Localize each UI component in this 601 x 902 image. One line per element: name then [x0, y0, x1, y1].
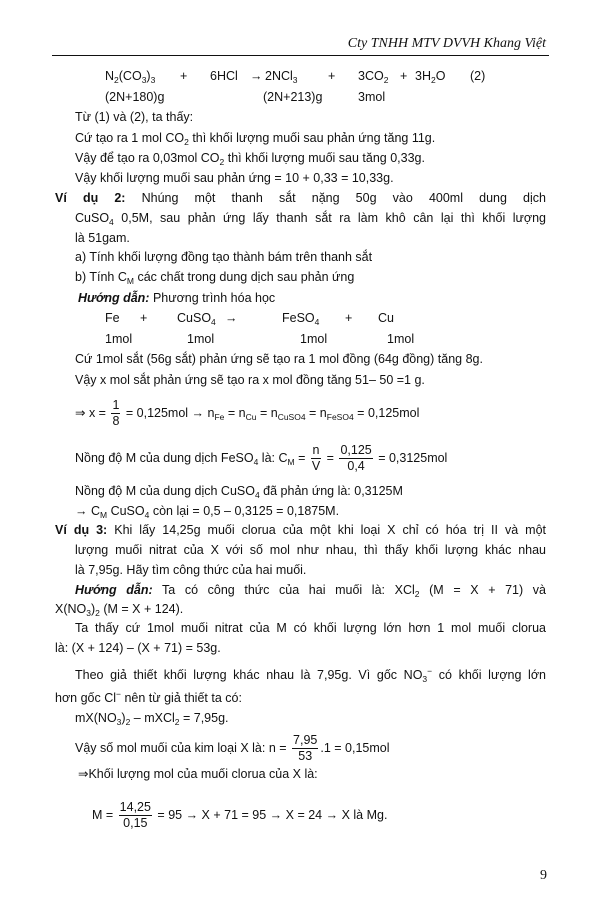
text-run: CuSO: [177, 311, 212, 325]
subscript: M: [100, 510, 108, 520]
equation-term: [210, 67, 238, 85]
text-run: Cu: [378, 311, 394, 325]
subscript: 2: [95, 608, 100, 618]
text-run: (2N+213)g: [263, 90, 323, 104]
text-run: (M = X + 71) và: [419, 583, 546, 597]
text-run: = 0,3125mol: [374, 450, 448, 465]
subscript: 4: [314, 317, 320, 327]
equation-term: [105, 309, 120, 327]
subscript: 4: [109, 217, 114, 227]
text-run: =: [323, 450, 338, 465]
text-run: (M = X + 124).: [99, 602, 184, 616]
text-run: X(NO: [55, 602, 87, 616]
equation-term: [187, 330, 214, 348]
text-line: [75, 398, 420, 428]
subscript: 2: [414, 589, 420, 599]
equation-term: [300, 330, 327, 348]
text-line: [75, 619, 546, 637]
equation-term: [387, 330, 414, 348]
text-run: = n: [305, 405, 327, 420]
fraction-denominator: 8: [112, 414, 120, 428]
text-line: [75, 666, 546, 684]
text-line: [75, 169, 394, 187]
fraction-numerator: 0,125: [340, 443, 372, 457]
text-line: [75, 709, 229, 727]
text-run: b) Tính C: [75, 270, 127, 284]
subscript: 3: [422, 674, 428, 684]
text-run: Theo giả thiết khối lượng khác nhau là 7,95g. Vì gốc NO: [75, 668, 423, 682]
text-run: = n: [256, 405, 278, 420]
text-run: +: [328, 69, 336, 83]
subscript: 2: [114, 75, 119, 85]
text-run: N: [105, 69, 115, 83]
text-line: [55, 689, 242, 707]
text-line: [55, 600, 183, 618]
text-run: đã phản ứng là: 0,3125M: [259, 484, 403, 498]
text-run: 1mol: [300, 332, 328, 346]
text-run: 1mol: [387, 332, 415, 346]
text-run: Nồng độ M của dung dịch CuSO: [75, 484, 255, 498]
text-run: Nồng độ M của dung dịch FeSO: [75, 450, 254, 465]
subscript: 4: [253, 456, 259, 467]
text-run: là 7,95g. Hãy tìm công thức của hai muối.: [75, 563, 307, 577]
text-run: +: [180, 69, 188, 83]
equation-term: [358, 67, 388, 85]
fraction-denominator: V: [311, 459, 321, 473]
subscript: 2: [174, 717, 180, 727]
text-run: CuSO: [107, 504, 145, 518]
subscript: 3: [141, 75, 147, 85]
superscript: −: [116, 689, 121, 699]
subscript: CuSO4: [277, 411, 306, 422]
fraction-numerator: 7,95: [293, 733, 318, 747]
subscript: 4: [211, 317, 216, 327]
text-line: [78, 765, 318, 783]
text-run: các chất trong dung dịch sau phản ứng: [133, 270, 355, 284]
text-run: Vậy để tạo ra 0,03mol CO: [75, 151, 220, 165]
subscript: 3: [116, 717, 122, 727]
text-line: [55, 521, 546, 539]
fraction-denominator: 0,4: [347, 459, 365, 473]
text-line: [75, 371, 425, 389]
text-line: [75, 541, 546, 559]
text-run: ): [121, 711, 126, 725]
subscript: 2: [383, 75, 389, 85]
equation-term: [282, 309, 319, 327]
text-run: Ta thấy cứ 1mol muối nitrat của M có khối lượng lớn hơn 1 mol muối clorua: [75, 621, 546, 635]
text-run: = 0,125mol: [353, 405, 420, 420]
equation-term: [105, 67, 155, 85]
text-run: thì khối lượng muối sau phản ứng tăng 11g.: [188, 131, 436, 145]
equation-term: [250, 67, 263, 85]
header-rule: [52, 55, 549, 56]
text-run: Cứ 1mol sắt (56g sắt) phản ứng sẽ tạo ra 1 mol đồng (64g đồng) tăng 8g.: [75, 352, 483, 366]
fraction: [111, 398, 120, 429]
text-run: Ta có công thức của hai muối là: XCl: [152, 583, 415, 597]
subscript: 2: [184, 137, 189, 147]
equation-term: [415, 67, 445, 85]
subscript: M: [126, 276, 134, 286]
text-run: lượng muối nitrat của X với số mol như nhau, thì thấy khối lượng khác nhau: [75, 543, 546, 557]
text-run: Vậy số mol muối của kim loại X là: n =: [75, 740, 291, 755]
text-line: [75, 129, 435, 147]
text-run: 2NCl: [265, 69, 293, 83]
equation-term: [177, 309, 216, 327]
subscript: 3: [86, 608, 91, 618]
text-run: = n: [224, 405, 246, 420]
text-run: Fe: [105, 311, 120, 325]
subscript: 4: [254, 490, 260, 500]
fraction: [339, 443, 372, 474]
fraction-numerator: 1: [112, 398, 120, 412]
text-line: [55, 189, 546, 207]
text-run: 3mol: [358, 90, 386, 104]
text-run: CuSO: [75, 211, 110, 225]
text-run: = 7,95g.: [179, 711, 229, 725]
page-number: 9: [540, 868, 547, 883]
text-run: còn lại = 0,5 – 0,3125 = 0,1875M.: [149, 504, 340, 518]
text-run: = 95 → X + 71 = 95 → X = 24 → X là Mg.: [153, 807, 388, 822]
text-line: [75, 482, 403, 500]
text-run: +: [140, 311, 148, 325]
equation-term: [345, 309, 352, 327]
subscript: FeSO4: [326, 411, 354, 422]
equation-term: [358, 88, 385, 106]
text-run: thì khối lượng muối sau tăng 0,33g.: [224, 151, 425, 165]
text-run: 0,5M, sau phản ứng lấy thanh sắt ra làm khô cân lại thì khối lượng: [113, 211, 546, 225]
text-line: [75, 581, 546, 599]
text-run: mX(NO: [75, 711, 117, 725]
equation-term: [140, 309, 147, 327]
equation-line: [105, 88, 546, 106]
text-run: +: [400, 69, 408, 83]
subscript: 2: [219, 157, 225, 167]
subscript: 2: [430, 75, 436, 85]
text-run: → C: [75, 504, 100, 518]
text-run: hơn gốc Cl: [55, 691, 117, 705]
subscript: M: [287, 456, 295, 467]
text-run: 1mol: [187, 332, 215, 346]
text-line: [75, 443, 448, 473]
text-run: (2): [470, 69, 486, 83]
subscript: 3: [292, 75, 298, 85]
text-run: Vậy khối lượng muối sau phản ứng = 10 + 0,33 = 10,33g.: [75, 171, 394, 185]
equation-line: [105, 67, 546, 85]
text-run: M =: [92, 807, 117, 822]
text-line: [75, 561, 306, 579]
text-run: có khối lượng lớn: [432, 668, 546, 682]
text-run: Phương trình hóa học: [149, 291, 276, 305]
text-run: =: [294, 450, 309, 465]
text-run: = 0,125mol → n: [122, 405, 215, 420]
text-run: 1mol: [105, 332, 133, 346]
text-line: [75, 248, 372, 266]
text-run: Từ (1) và (2), ta thấy:: [75, 110, 194, 124]
text-run: a) Tính khối lượng đồng tạo thành bám trên thanh sắt: [75, 250, 373, 264]
equation-line: [105, 309, 546, 327]
text-run: nên từ giả thiết ta có:: [120, 691, 242, 705]
text-run: Cứ tạo ra 1 mol CO: [75, 131, 185, 145]
fraction-numerator: 14,25: [119, 800, 151, 814]
text-line: [75, 209, 546, 227]
equation-term: [400, 67, 407, 85]
equation-term: [105, 330, 132, 348]
text-line: [78, 289, 275, 307]
running-header: Cty TNHH MTV DVVH Khang Việt: [347, 36, 546, 51]
text-run: .1 = 0,15mol: [320, 740, 390, 755]
fraction-denominator: 53: [298, 749, 313, 763]
text-line: [92, 800, 388, 830]
text-run: +: [345, 311, 353, 325]
equation-term: [180, 67, 187, 85]
text-run: là: (X + 124) – (X + 71) = 53g.: [55, 641, 221, 655]
text-run: là: C: [258, 450, 288, 465]
text-run: Vậy x mol sắt phản ứng sẽ tạo ra x mol đồng tăng 51– 50 =1 g.: [75, 373, 425, 387]
text-run: – mXCl: [130, 711, 175, 725]
equation-term: [328, 67, 335, 85]
equation-term: [378, 309, 394, 327]
fraction-numerator: n: [312, 443, 320, 457]
text-run: FeSO: [282, 311, 315, 325]
superscript: −: [427, 666, 433, 676]
equation-term: [470, 67, 485, 85]
guide-label: Hướng dẫn:: [78, 291, 150, 305]
text-run: 3CO: [358, 69, 384, 83]
guide-label: Hướng dẫn:: [75, 583, 153, 597]
subscript: Cu: [245, 411, 257, 422]
text-run: ⇒Khối lượng mol của muối clorua của X là:: [78, 767, 318, 781]
text-line: [75, 733, 390, 763]
text-line: [55, 639, 221, 657]
text-line: [75, 108, 193, 126]
text-run: →: [250, 69, 263, 83]
text-run: là 51gam.: [75, 231, 130, 245]
equation-term: [263, 88, 322, 106]
text-run: ): [90, 602, 96, 616]
text-line: [75, 502, 339, 520]
text-run: →: [225, 311, 238, 325]
text-run: 3H: [415, 69, 431, 83]
fraction-denominator: 0,15: [123, 816, 148, 830]
fraction: [311, 443, 321, 474]
fraction: [119, 800, 152, 831]
equation-line: [105, 330, 546, 348]
text-line: [75, 229, 130, 247]
example-label: Ví dụ 2:: [55, 191, 126, 205]
subscript: 4: [144, 510, 150, 520]
text-run: Khi lấy 14,25g muối clorua của một khi loại X chỉ có hóa trị II và một: [107, 523, 546, 537]
text-line: [75, 350, 483, 368]
text-run: (2N+180)g: [105, 90, 165, 104]
equation-term: [265, 67, 298, 85]
text-run: ): [146, 69, 151, 83]
subscript: 2: [125, 717, 131, 727]
example-label: Ví dụ 3:: [55, 523, 108, 537]
equation-term: [105, 88, 164, 106]
subscript: Fe: [214, 411, 225, 422]
equation-term: [225, 309, 238, 327]
text-run: 6HCl: [210, 69, 238, 83]
text-run: O: [435, 69, 446, 83]
text-line: [75, 149, 425, 167]
text-run: ⇒ x =: [75, 405, 110, 420]
subscript: 3: [150, 75, 156, 85]
text-run: (CO: [118, 69, 142, 83]
text-run: Nhúng một thanh sắt nặng 50g vào 400ml dung dịch: [125, 191, 546, 205]
text-line: [75, 268, 354, 286]
fraction: [292, 733, 318, 764]
